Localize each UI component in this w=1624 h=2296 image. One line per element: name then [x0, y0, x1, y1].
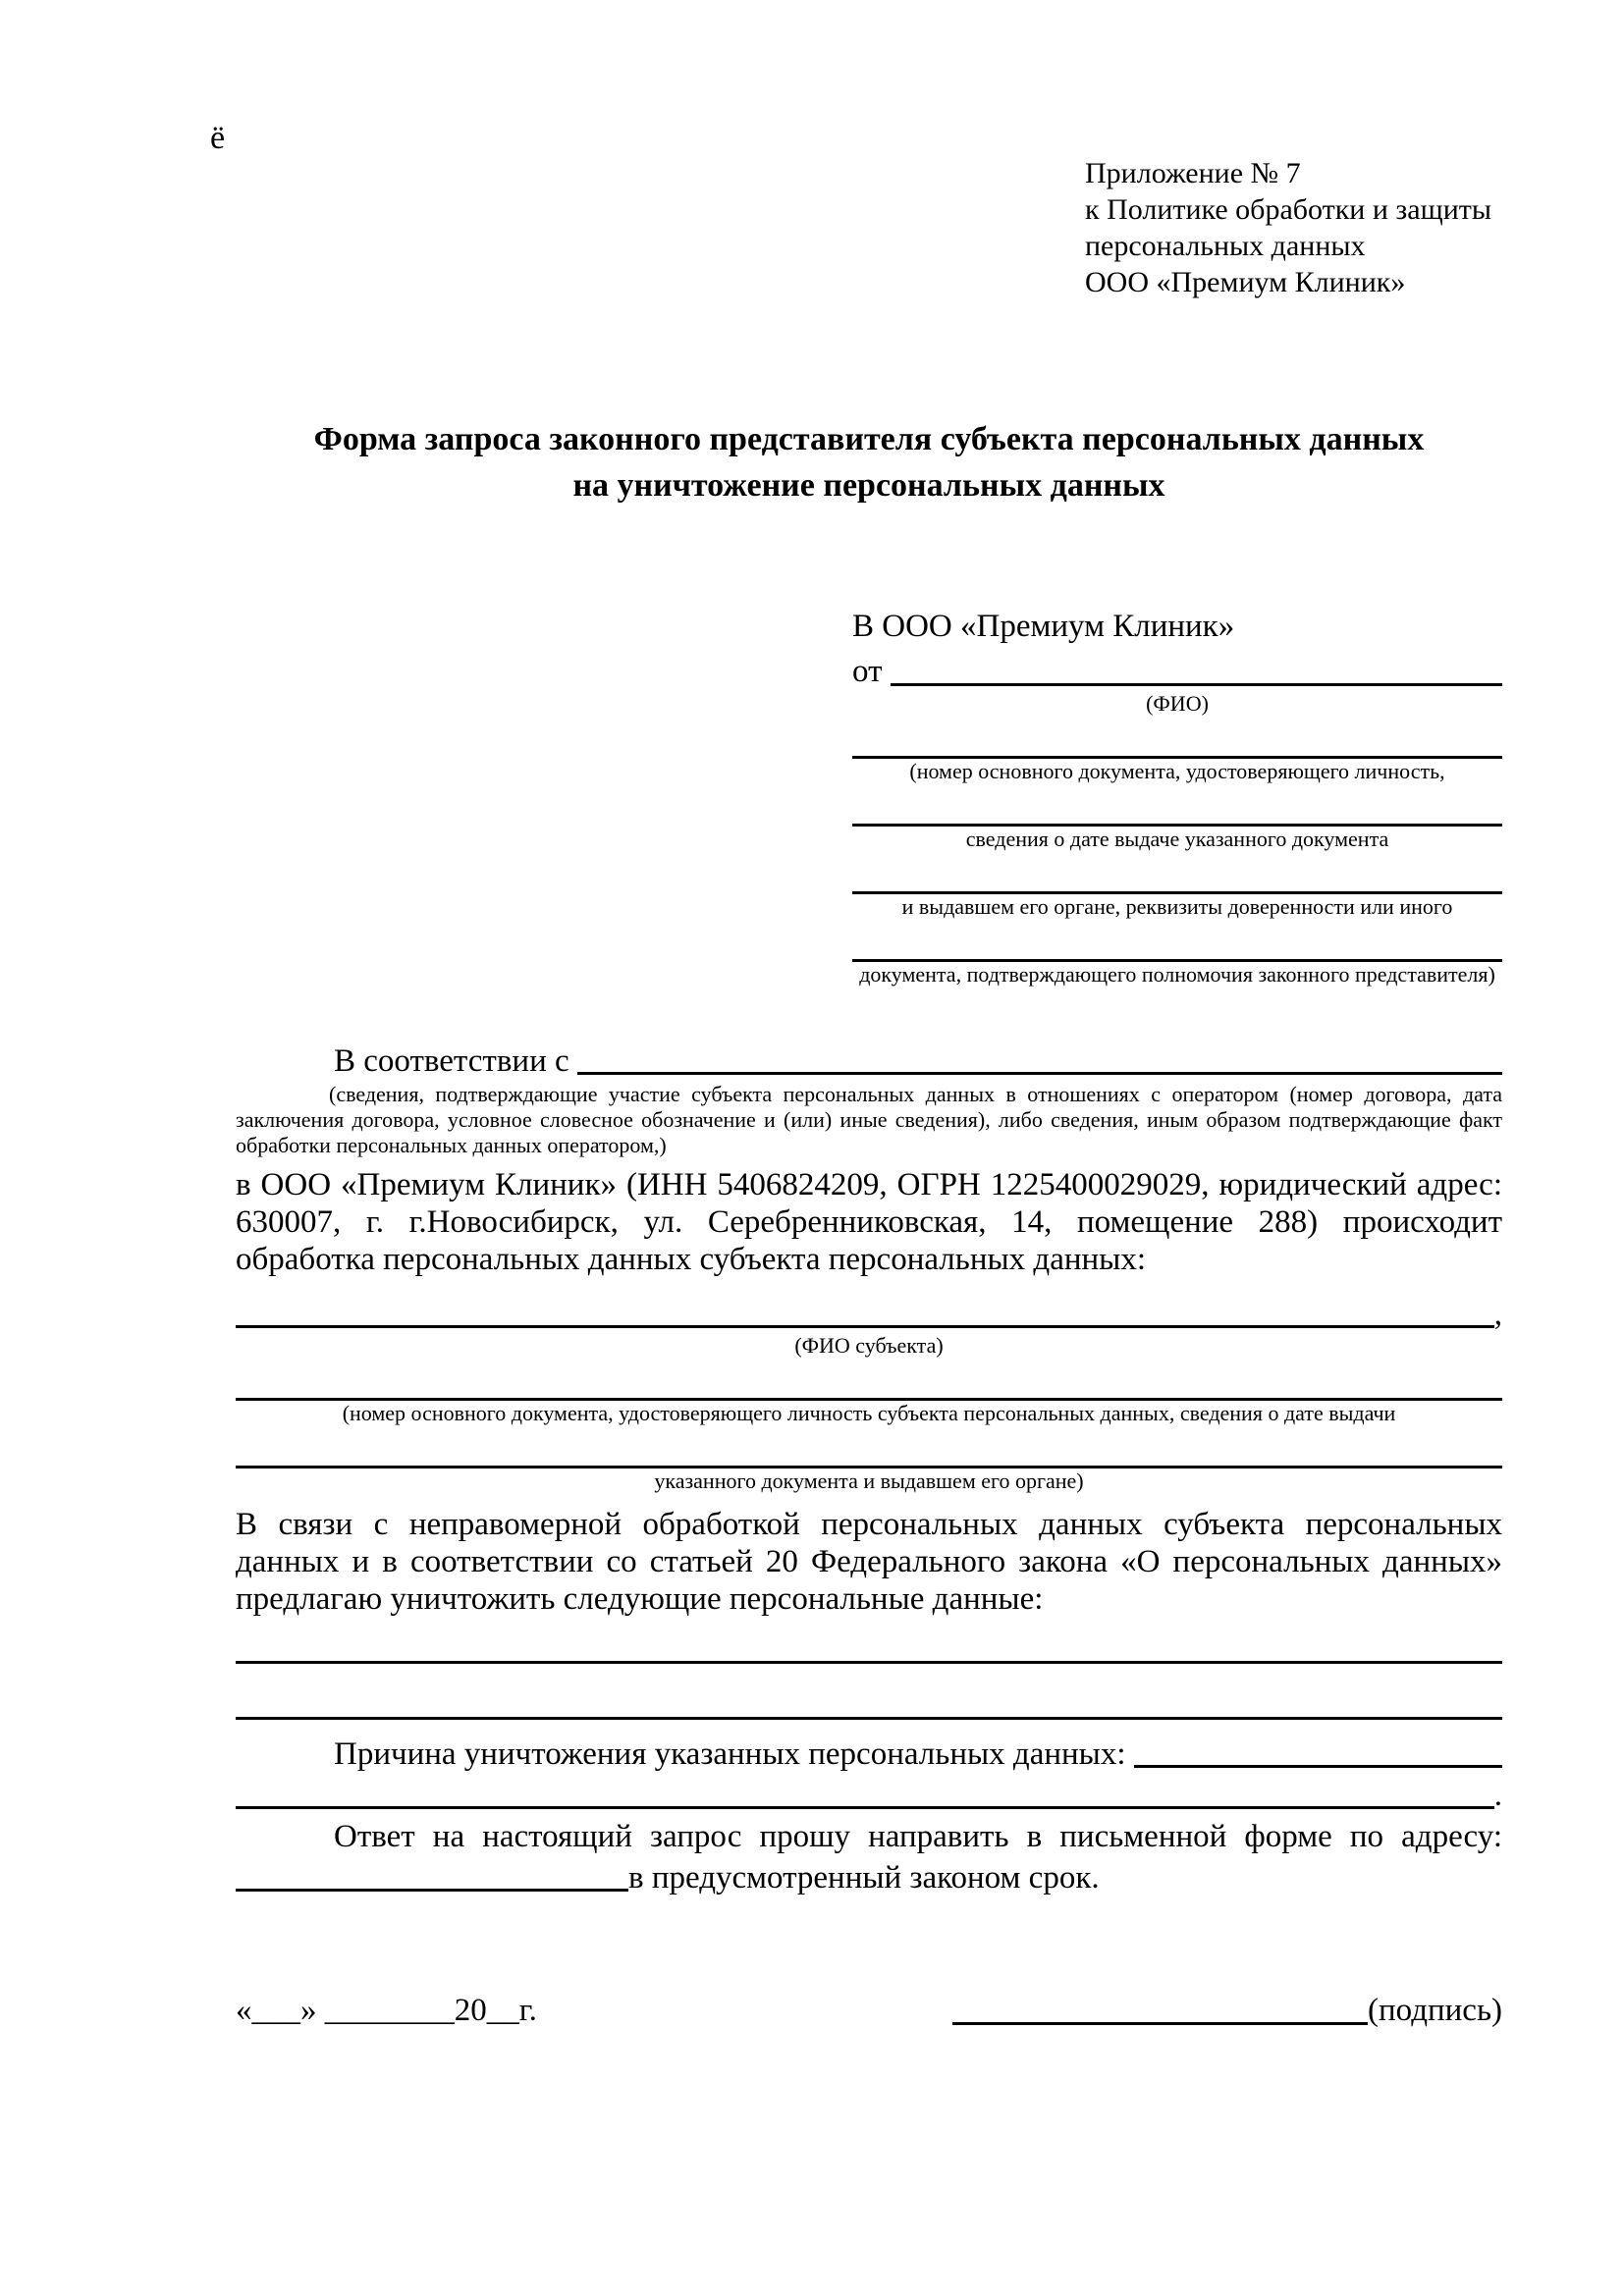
blank-line	[852, 784, 1502, 827]
accordance-row	[236, 1039, 1502, 1080]
main-body	[236, 1039, 1502, 2030]
document-title-line-1: Форма запроса законного представителя субъекта персональных данных	[313, 421, 1425, 457]
blank-line	[236, 1651, 1502, 1664]
stray-character: ё	[210, 120, 226, 156]
signature-row	[236, 1991, 1502, 2030]
addressee-caption: сведения о дате выдаче указанного документа	[965, 827, 1389, 851]
fio-caption: (ФИО)	[1146, 691, 1209, 716]
appendix-header-line: к Политике обработки и защиты	[1085, 193, 1492, 226]
reason-continuation-row	[236, 1773, 1502, 1814]
addressee-caption: (номер основного документа, удостоверяющего личность,	[909, 759, 1445, 783]
addressee-block	[852, 607, 1502, 988]
from-row	[852, 646, 1502, 691]
appendix-header-line: персональных данных	[1085, 230, 1366, 262]
blank-line	[852, 852, 1502, 894]
response-address-row	[236, 1855, 1502, 1896]
response-address-blank-line	[236, 1889, 628, 1892]
blank-line	[852, 920, 1502, 962]
signature-area	[952, 1991, 1502, 2030]
date-blank: «___» ________20__г.	[236, 1993, 537, 2028]
blank-line	[236, 1664, 1502, 1720]
operator-paragraph: в ООО «Премиум Клиник» (ИНН 5406824209, ОГРН 1225400029029, юридический адрес: 630007, г. г.Новосибирск, ул. Серебренниковская, 14, помещение 288) происходит обработка персональных данных субъекта персональных данных:	[236, 1167, 1502, 1277]
signature-caption: (подпись)	[1368, 1993, 1502, 2028]
blank-line	[852, 717, 1502, 759]
document-title-line-2: на уничтожение персональных данных	[572, 467, 1165, 504]
subject-fio-caption: (ФИО субъекта)	[794, 1333, 944, 1358]
accordance-caption: (сведения, подтверждающие участие субъекта персональных данных в отношениях с оператором (номер договора, дата заключения договора, условное словесное обозначение и (или) иные сведения), либо сведения, иным образом подтверждающие факт обработки персональных данных оператором,)	[236, 1082, 1502, 1157]
addressee-caption: документа, подтверждающего полномочия законного представителя)	[859, 962, 1495, 987]
blank-line	[236, 1806, 1494, 1809]
accordance-blank-line	[577, 1072, 1502, 1075]
signature-blank-line	[952, 2022, 1368, 2025]
subject-fio-row	[236, 1294, 1502, 1333]
subject-doc-caption-top: (номер основного документа, удостоверяющего личность субъекта персональных данных, сведения о дате выдачи	[342, 1401, 1396, 1425]
document-title	[236, 416, 1502, 508]
from-label: от	[852, 654, 891, 689]
blank-line	[236, 1359, 1502, 1401]
appendix-header-line: ООО «Премиум Клиник»	[1085, 266, 1406, 298]
addressee-to: В ООО «Премиум Клиник»	[852, 609, 1235, 644]
trailing-period: .	[1493, 1778, 1502, 1813]
accordance-lead: В соответствии с	[334, 1043, 577, 1079]
appendix-header-line: Приложение № 7	[1085, 157, 1301, 189]
response-tail-text: в предусмотренный законом срок.	[628, 1860, 1100, 1896]
page-content	[236, 0, 1502, 2030]
from-blank-line	[891, 683, 1502, 686]
trailing-comma: ,	[1493, 1297, 1502, 1332]
blank-line	[236, 1426, 1502, 1468]
unlawful-processing-paragraph: В связи с неправомерной обработкой персональных данных субъекта персональных данных и в соответствии со статьей 20 Федерального закона «О персональных данных» предлагаю уничтожить следующие персональные данные:	[236, 1507, 1502, 1617]
destruction-reason-label: Причина уничтожения указанных персональных данных:	[334, 1736, 1134, 1772]
destruction-reason-blank-line	[1134, 1765, 1502, 1768]
response-request-sentence: Ответ на настоящий запрос прошу направить в письменной форме по адресу:	[334, 1819, 1502, 1854]
subject-fio-blank-line	[236, 1325, 1494, 1328]
appendix-header	[1085, 0, 1502, 300]
addressee-caption: и выдавшем его органе, реквизиты доверенности или иного	[901, 894, 1453, 919]
destruction-reason-row	[236, 1732, 1502, 1773]
subject-doc-caption-bottom: указанного документа и выдавшем его органе)	[654, 1468, 1084, 1493]
